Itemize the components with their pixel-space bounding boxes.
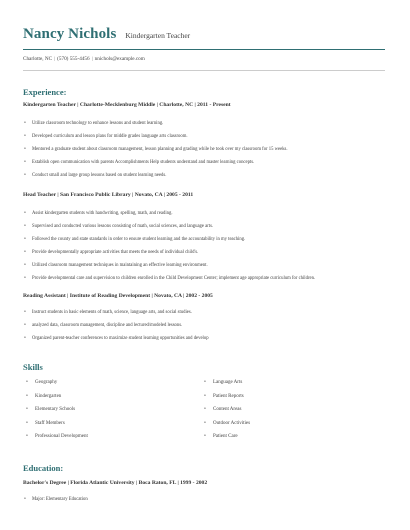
list-item: • Instruct students in basic elements of math, science, language arts, and social studies. — [23, 306, 393, 319]
list-item: • analyzed data, classroom management, discipline and lectured/modeled lessons. — [23, 319, 393, 332]
skill-item: • Content Areas — [201, 403, 371, 417]
list-item: • Major: Elementary Education — [23, 493, 393, 506]
candidate-name: Nancy Nichols — [23, 26, 117, 42]
contact-email[interactable]: nnichols@example.com — [94, 56, 145, 62]
skills-list-left — [23, 376, 193, 444]
contact-line — [23, 56, 145, 62]
job-heading: Kindergarten Teacher | Charlotte-Mecklenburg Middle | Charlotte, NC | 2011 - Present — [23, 102, 231, 108]
skill-item: • Patient Reports — [201, 390, 371, 404]
skill-item: • Patient Care — [201, 430, 371, 444]
skill-item: • Staff Members — [23, 417, 193, 431]
education-section-title: Education: — [23, 463, 64, 473]
list-item: • Utilized classroom management techniques in maintaining an effective learning environment. — [23, 259, 393, 272]
list-item: • Conduct small and large group lessons based on student learning needs. — [23, 169, 393, 182]
header-divider — [23, 49, 385, 50]
list-item: • Provide developmental care and supervision to children enrolled in the Child Development Center; implement age appropriate curriculum for children. — [23, 272, 393, 285]
job-bullet-list — [23, 117, 393, 182]
job-bullet-list — [23, 306, 393, 345]
skill-item: • Professional Development — [23, 430, 193, 444]
experience-section-title: Experience: — [23, 87, 67, 97]
job-heading: Head Teacher | San Francisco Public Library | Novato, CA | 2005 - 2011 — [23, 192, 194, 198]
contact-separator: | — [91, 56, 93, 62]
skill-item: • Geography — [23, 376, 193, 390]
contact-divider — [23, 70, 385, 71]
job-heading: Reading Assistant | Institute of Reading Development | Novato, CA | 2002 - 2005 — [23, 293, 213, 299]
list-item: • Supervised and conducted various lessons consisting of math, social sciences, and language arts. — [23, 220, 393, 233]
skills-list-right — [201, 376, 371, 444]
resume-header — [23, 25, 385, 43]
skill-item: • Elementary Schools — [23, 403, 193, 417]
list-item: • Developed curriculum and lesson plans for middle grades language arts classroom. — [23, 130, 393, 143]
contact-phone: (570) 555-4456 — [57, 56, 90, 62]
skills-section-title: Skills — [23, 362, 43, 372]
list-item: • Utilize classroom technology to enhance lessons and student learning. — [23, 117, 393, 130]
education-heading: Bachelor's Degree | Florida Atlantic University | Boca Raton, FL | 1999 - 2002 — [23, 480, 208, 486]
education-bullet-list — [23, 493, 393, 506]
skill-item: • Language Arts — [201, 376, 371, 390]
list-item: • Organized parent-teacher conferences to maximize student learning opportunities and develop — [23, 332, 393, 345]
contact-location: Charlotte, NC — [23, 56, 53, 62]
job-bullet-list — [23, 207, 393, 285]
skill-item: • Kindergarten — [23, 390, 193, 404]
list-item: • Assist kindergarten students with handwriting, spelling, math, and reading. — [23, 207, 393, 220]
list-item: • Establish open communication with parents Accomplishments Help students understand and master learning concepts. — [23, 156, 393, 169]
list-item: • Mentored a graduate student about classroom management, lesson planning and grading while he took over my classroom for 15 weeks. — [23, 143, 393, 156]
list-item: • Followed the county and state standards in order to ensure student learning and the accountability in my teaching. — [23, 233, 393, 246]
list-item: • Provide developmentally appropriate activities that meets the needs of individual child's. — [23, 246, 393, 259]
skill-item: • Outdoor Activities — [201, 417, 371, 431]
contact-separator: | — [54, 56, 56, 62]
candidate-title: Kindergarten Teacher — [125, 31, 191, 40]
